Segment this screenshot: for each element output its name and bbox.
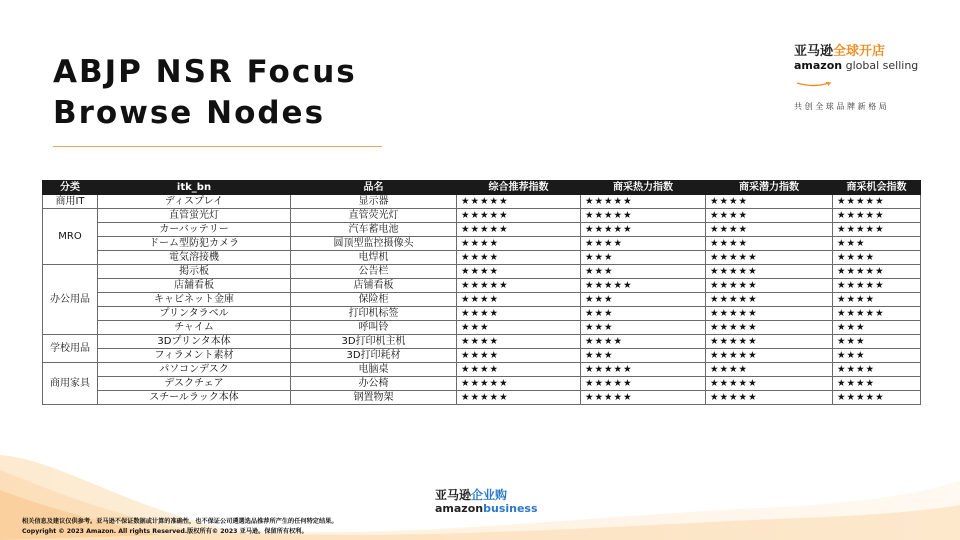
- heat-index-stars: ★★★★★: [581, 223, 706, 237]
- footer-logo-en2: business: [483, 502, 538, 515]
- heat-index-stars: ★★★: [581, 349, 706, 363]
- overall-index-stars: ★★★★★: [457, 223, 581, 237]
- table-row: [43, 279, 921, 293]
- itk-bn-cell: 3Dプリンタ本体: [98, 335, 291, 349]
- column-header: 商采潜力指数: [706, 181, 833, 195]
- opportunity-index-stars: ★★★★★: [833, 279, 921, 293]
- opportunity-index-stars: ★★★★★: [833, 195, 921, 209]
- itk-bn-cell: 電気溶接機: [98, 251, 291, 265]
- brand-en-part1: amazon: [794, 59, 843, 72]
- heat-index-stars: ★★★★★: [581, 363, 706, 377]
- overall-index-stars: ★★★: [457, 321, 581, 335]
- potential-index-stars: ★★★★★: [706, 265, 833, 279]
- overall-index-stars: ★★★★: [457, 349, 581, 363]
- potential-index-stars: ★★★★★: [706, 251, 833, 265]
- product-name-cell: 直管荧光灯: [291, 209, 457, 223]
- potential-index-stars: ★★★★: [706, 195, 833, 209]
- heat-index-stars: ★★★★★: [581, 195, 706, 209]
- potential-index-stars: ★★★★★: [706, 335, 833, 349]
- itk-bn-cell: キャビネット金庫: [98, 293, 291, 307]
- itk-bn-cell: ドーム型防犯カメラ: [98, 237, 291, 251]
- itk-bn-cell: フィラメント素材: [98, 349, 291, 363]
- category-cell: 办公用品: [43, 265, 98, 335]
- category-cell: 学校用品: [43, 335, 98, 363]
- heat-index-stars: ★★★: [581, 293, 706, 307]
- title-underline: [53, 146, 382, 147]
- amazon-business-logo: [435, 488, 538, 515]
- overall-index-stars: ★★★★: [457, 363, 581, 377]
- table-row: [43, 237, 921, 251]
- overall-index-stars: ★★★★: [457, 335, 581, 349]
- opportunity-index-stars: ★★★★★: [833, 391, 921, 405]
- potential-index-stars: ★★★★: [706, 237, 833, 251]
- potential-index-stars: ★★★★★: [706, 279, 833, 293]
- slide-title: [53, 52, 357, 134]
- heat-index-stars: ★★★: [581, 307, 706, 321]
- potential-index-stars: ★★★★★: [706, 349, 833, 363]
- footer-logo-en1: amazon: [435, 502, 484, 515]
- itk-bn-cell: パソコンデスク: [98, 363, 291, 377]
- opportunity-index-stars: ★★★: [833, 321, 921, 335]
- overall-index-stars: ★★★★★: [457, 209, 581, 223]
- title-line-2: Browse Nodes: [53, 95, 326, 131]
- category-cell: 商用IT: [43, 195, 98, 209]
- heat-index-stars: ★★★★: [581, 237, 706, 251]
- potential-index-stars: ★★★★: [706, 363, 833, 377]
- product-name-cell: 显示器: [291, 195, 457, 209]
- table-row: [43, 363, 921, 377]
- table-row: [43, 335, 921, 349]
- table-row: [43, 293, 921, 307]
- heat-index-stars: ★★★: [581, 321, 706, 335]
- product-name-cell: 公告栏: [291, 265, 457, 279]
- opportunity-index-stars: ★★★★: [833, 377, 921, 391]
- brand-zh-part2: 全球开店: [833, 44, 886, 59]
- category-cell: 商用家具: [43, 363, 98, 405]
- overall-index-stars: ★★★★★: [457, 391, 581, 405]
- product-name-cell: 保险柜: [291, 293, 457, 307]
- potential-index-stars: ★★★★: [706, 209, 833, 223]
- opportunity-index-stars: ★★★★★: [833, 223, 921, 237]
- itk-bn-cell: チャイム: [98, 321, 291, 335]
- itk-bn-cell: 直管蛍光灯: [98, 209, 291, 223]
- table-row: [43, 349, 921, 363]
- heat-index-stars: ★★★★★: [581, 377, 706, 391]
- title-line-1: ABJP NSR Focus: [53, 54, 357, 90]
- column-header: 品名: [291, 181, 457, 195]
- table-row: [43, 209, 921, 223]
- overall-index-stars: ★★★★★: [457, 279, 581, 293]
- product-name-cell: 3D打印机主机: [291, 335, 457, 349]
- overall-index-stars: ★★★★: [457, 265, 581, 279]
- copyright-line: Copyright © 2023 Amazon. All rights Reserved.版权所有© 2023 亚马逊。保留所有权利。: [22, 528, 308, 535]
- overall-index-stars: ★★★★: [457, 293, 581, 307]
- product-name-cell: 店铺看板: [291, 279, 457, 293]
- overall-index-stars: ★★★★★: [457, 377, 581, 391]
- itk-bn-cell: ディスプレイ: [98, 195, 291, 209]
- overall-index-stars: ★★★★: [457, 251, 581, 265]
- heat-index-stars: ★★★: [581, 265, 706, 279]
- product-name-cell: 圆顶型监控摄像头: [291, 237, 457, 251]
- heat-index-stars: ★★★★★: [581, 209, 706, 223]
- overall-index-stars: ★★★★★: [457, 195, 581, 209]
- opportunity-index-stars: ★★★★★: [833, 307, 921, 321]
- opportunity-index-stars: ★★★★★: [833, 265, 921, 279]
- opportunity-index-stars: ★★★★: [833, 293, 921, 307]
- table-row: [43, 321, 921, 335]
- table-row: [43, 251, 921, 265]
- heat-index-stars: ★★★★★: [581, 391, 706, 405]
- table-row: [43, 195, 921, 209]
- table-row: [43, 307, 921, 321]
- disclaimer-line-1: 相关信息及建议仅供参考。亚马逊不保证数据或计算的准确性，也不保证公司遴選选品推荐所产生的任何特定结果。: [22, 518, 338, 525]
- potential-index-stars: ★★★★★: [706, 293, 833, 307]
- category-cell: MRO: [43, 209, 98, 265]
- itk-bn-cell: カーバッテリー: [98, 223, 291, 237]
- opportunity-index-stars: ★★★: [833, 335, 921, 349]
- itk-bn-cell: プリンタラベル: [98, 307, 291, 321]
- table-header-row: [43, 181, 921, 195]
- opportunity-index-stars: ★★★★: [833, 363, 921, 377]
- heat-index-stars: ★★★★★: [581, 279, 706, 293]
- heat-index-stars: ★★★★: [581, 335, 706, 349]
- table-row: [43, 223, 921, 237]
- column-header: 分类: [43, 181, 98, 195]
- overall-index-stars: ★★★★: [457, 237, 581, 251]
- potential-index-stars: ★★★★★: [706, 377, 833, 391]
- column-header: 综合推荐指数: [457, 181, 581, 195]
- product-name-cell: 汽车蓄电池: [291, 223, 457, 237]
- opportunity-index-stars: ★★★★★: [833, 209, 921, 223]
- itk-bn-cell: 掲示板: [98, 265, 291, 279]
- table-row: [43, 265, 921, 279]
- column-header: 商采热力指数: [581, 181, 706, 195]
- opportunity-index-stars: ★★★★: [833, 251, 921, 265]
- product-name-cell: 呼叫铃: [291, 321, 457, 335]
- amazon-smile-icon: [796, 82, 832, 87]
- potential-index-stars: ★★★★★: [706, 321, 833, 335]
- itk-bn-cell: デスクチェア: [98, 377, 291, 391]
- heat-index-stars: ★★★: [581, 251, 706, 265]
- disclaimer: [22, 517, 338, 537]
- column-header: itk_bn: [98, 181, 291, 195]
- product-name-cell: 电脑桌: [291, 363, 457, 377]
- potential-index-stars: ★★★★: [706, 223, 833, 237]
- product-name-cell: 钢置物架: [291, 391, 457, 405]
- itk-bn-cell: 店舗看板: [98, 279, 291, 293]
- opportunity-index-stars: ★★★: [833, 237, 921, 251]
- footer-logo-part2: 企业购: [471, 488, 508, 502]
- table-row: [43, 377, 921, 391]
- brand-tagline: 共创全球品牌新格局: [794, 102, 890, 111]
- product-name-cell: 电焊机: [291, 251, 457, 265]
- potential-index-stars: ★★★★★: [706, 391, 833, 405]
- column-header: 商采机会指数: [833, 181, 921, 195]
- brand-zh-part1: 亚马逊: [794, 44, 834, 59]
- amazon-global-selling-logo: [794, 44, 919, 112]
- table-row: [43, 391, 921, 405]
- product-name-cell: 打印机标签: [291, 307, 457, 321]
- opportunity-index-stars: ★★★: [833, 349, 921, 363]
- footer-logo-part1: 亚马逊: [435, 488, 472, 502]
- browse-nodes-table: [42, 180, 921, 405]
- brand-en-part2: global selling: [842, 59, 919, 72]
- product-name-cell: 3D打印耗材: [291, 349, 457, 363]
- product-name-cell: 办公椅: [291, 377, 457, 391]
- overall-index-stars: ★★★★: [457, 307, 581, 321]
- itk-bn-cell: スチールラック本体: [98, 391, 291, 405]
- potential-index-stars: ★★★★★: [706, 307, 833, 321]
